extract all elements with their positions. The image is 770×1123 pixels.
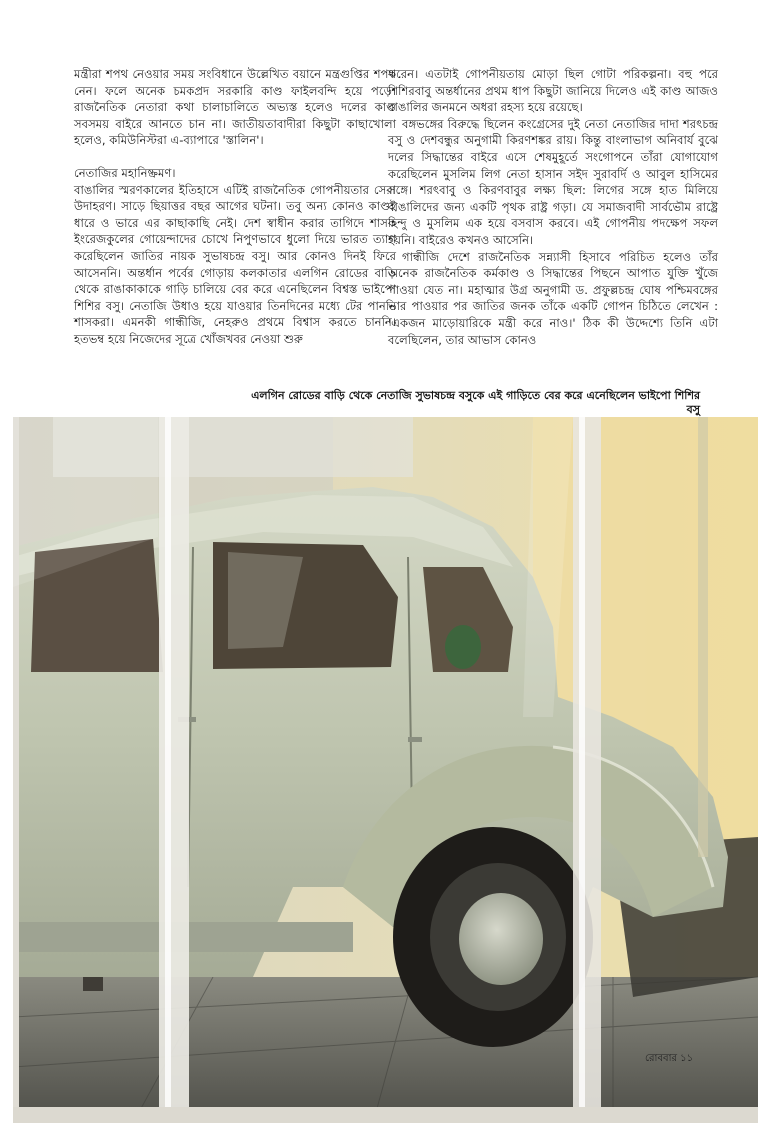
paragraph: গান্ধীজি দেশে রাজনৈতিক সন্ন্যাসী হিসাবে পরিচিত হলেও তাঁর অনেক রাজনৈতিক কর্মকাণ্ড ও সিদ্ধান্তের পিছনে আপাত যুক্তি খুঁজে পাওয়া যেত না। মহাত্মার উগ্র অনুগামী ড. প্রফুল্লচন্দ্র ঘোষ পশ্চিমবঙ্গের ভার পাওয়ার পর জাতির জনক তাঁকে একটি গোপন চিঠিতে লেখেন : 'একজন মাড়োয়ারিকে মন্ত্রী করে নাও।' ঠিক কী উদ্দেশ্যে তিনি এটা বলেছিলেন, তার আভাস কোনও [388, 249, 718, 347]
car-illustration [13, 417, 758, 1123]
paragraph: বাঙালির স্মরণকালের ইতিহাসে এটিই রাজনৈতিক গোপনীয়তার সেরা উদাহরণ। সাড়ে ছিয়াত্তর বছর আগের ঘটনা। তবু অন্য কোনও কাণ্ডই ধারে ও ভারে এর কাছাকাছি নেই। দেশ স্বাধীন করার তাগিদে শাসক ইংরেজকুলের গোয়েন্দাদের চোখে নিপুণভাবে ধুলো দিয়ে ভারত ত্যাগ করেছিলেন জাতির নায়ক সুভাষচন্দ্র বসু। আর কোনও দিনই ফিরে আসেননি। অন্তর্ধান পর্বের গোড়ায় কলকাতার এলগিন রোডের বাড়ি থেকে রাঙাকাকাকে গাড়ি চালিয়ে বের করে এনেছিলেন বিশ্বস্ত ভাইপো শিশির বসু। নেতাজি উধাও হয়ে যাওয়ার তিনদিনের মধ্যে টের পাননি শাসকরা। এমনকী গান্ধীজি, নেহরুও প্রথমে বিশ্বাস করতে চাননি। হতভম্ব হয়ে নিজেদের সূত্রে খোঁজখবর নেওয়া শুরু [74, 182, 396, 346]
photo-caption: এলগিন রোডের বাড়ি থেকে নেতাজি সুভাষচন্দ্র বসুকে এই গাড়িতে বের করে এনেছিলেন ভাইপো শিশির বসু [251, 389, 700, 416]
paragraph: করেন। এতটাই গোপনীয়তায় মোড়া ছিল গোটা পরিকল্পনা। বহু পরে শিশিরবাবু অন্তর্ধানের প্রথম ধাপ কিছুটা জানিয়ে দিলেও এই কাণ্ড আজও বাঙালির জনমনে অধরা রহস্য হয়ে রয়েছে। [388, 67, 718, 115]
paragraph: বঙ্গভঙ্গের বিরুদ্ধে ছিলেন কংগ্রেসের দুই নেতা নেতাজির দাদা শরৎচন্দ্র বসু ও দেশবন্ধুর অনুগামী কিরণশঙ্কর রায়। কিন্তু বাংলাভাগ অনিবার্য বুঝে দলের সিদ্ধান্তের বাইরে এসে শেষমুহূর্তে সংগোপনে তাঁরা যোগাযোগ করেছিলেন মুসলিম লিগ নেতা হাসান সইদ সুরাবর্দি ও আবুল হাসিমের সঙ্গে। শরৎবাবু ও কিরণবাবুর লক্ষ্য ছিল: লিগের সঙ্গে হাত মিলিয়ে বাঙালিদের জন্য একটি পৃথক রাষ্ট্র গড়া। যে সমাজবাদী সার্বভৌম রাষ্ট্রে হিন্দু ও মুসলিম এক হয়ে বসবাস করবে। এই গোপনীয় পদক্ষেপ সফল হয়নি। বাইরেও কখনও আসেনি। [388, 116, 718, 247]
article-column-left [74, 66, 396, 348]
paragraph: মন্ত্রীরা শপথ নেওয়ার সময় সংবিধানে উল্লেখিত বয়ানে মন্ত্রগুপ্তির শপথ নেন। ফলে অনেক চমকপ্রদ সরকারি কাণ্ড ফাইলবন্দি হয়ে পড়ে। রাজনৈতিক নেতারা কথা চালাচালিতে অভ্যস্ত হলেও দলের কাণ্ড সবসময় বাইরে আনতে চান না। জাতীয়তাবাদীরা কিছুটা কাছাখোলা হলেও, কমিউনিস্টরা এ-ব্যাপারে 'স্তালিন'। [74, 67, 396, 148]
car-photo [13, 417, 758, 1123]
section-heading: নেতাজির মহানিষ্ক্রমণ। [74, 165, 176, 180]
article-column-right [388, 66, 718, 348]
page-number: রোববার ১১ [645, 1053, 694, 1064]
